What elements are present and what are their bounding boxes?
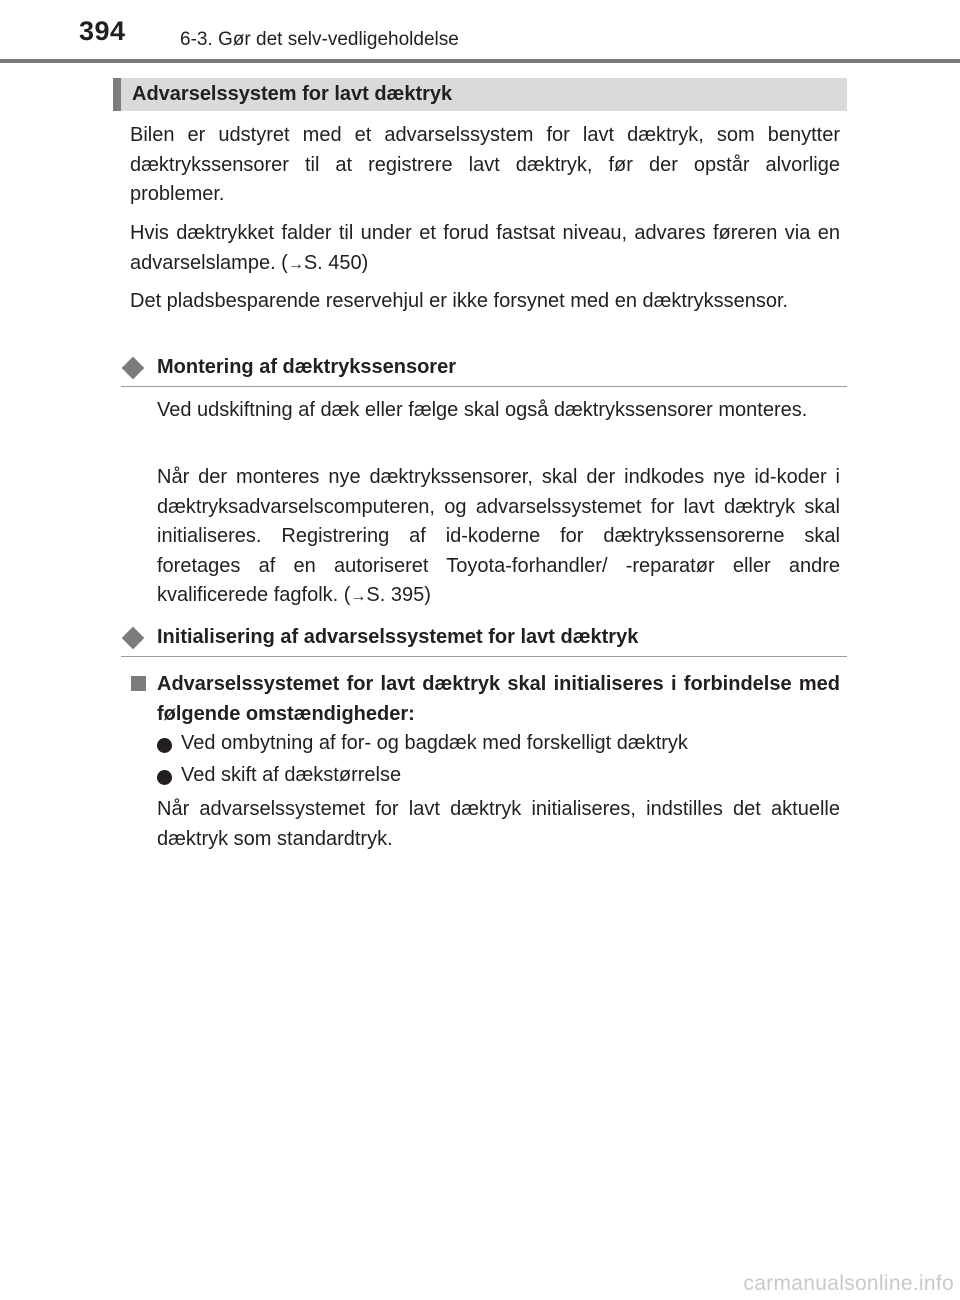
subheading-sensors <box>121 356 847 388</box>
diamond-bullet-icon <box>122 357 145 380</box>
list-item-text: Ved ombytning af for- og bagdæk med forskelligt dæktryk <box>181 732 688 754</box>
spare-wheel-paragraph: Det pladsbesparende reservehjul er ikke forsynet med en dæktrykssensor. <box>130 290 789 312</box>
subheading-initialization <box>121 626 847 658</box>
warning-paragraph <box>130 219 840 279</box>
subheading-divider <box>121 386 847 387</box>
subheading-title: Initialisering af advarselssystemet for lavt dæktryk <box>157 626 639 648</box>
diamond-bullet-icon <box>122 627 145 650</box>
reference-arrow-icon: → <box>287 255 304 273</box>
section-heading <box>113 78 847 111</box>
page-reference-link[interactable]: S. 450) <box>303 251 369 274</box>
reference-arrow-icon: → <box>350 588 367 605</box>
section-title: Advarselssystem for lavt dæktryk <box>132 83 453 105</box>
round-bullet-icon <box>157 738 172 753</box>
chapter-title: 6-3. Gør det selv-vedligeholdelse <box>180 29 459 50</box>
page-number: 394 <box>79 16 126 46</box>
subheading-title: Montering af dæktrykssensorer <box>157 356 456 378</box>
page-reference-link[interactable]: S. 395) <box>366 584 431 606</box>
round-bullet-icon <box>157 770 172 785</box>
watermark: carmanualsonline.info <box>743 1272 954 1295</box>
sensor-paragraph-2 <box>157 463 840 612</box>
list-item-text: Ved skift af dækstørrelse <box>181 764 402 786</box>
square-bullet-icon <box>131 676 146 691</box>
warning-text: Hvis dæktrykket falder til under et forud fastsat niveau, advares føreren via en advarselslampe. ( <box>130 222 840 274</box>
page-header <box>0 0 960 64</box>
initialization-heading: Advarselssystemet for lavt dæktryk skal initialiseres i forbindelse med følgende omstændigheder: <box>157 673 840 725</box>
subheading-divider <box>121 656 847 657</box>
sensor-paragraph-1: Ved udskiftning af dæk eller fælge skal også dæktrykssensorer monteres. <box>157 399 808 421</box>
header-divider <box>0 59 960 63</box>
closing-paragraph: Når advarselssystemet for lavt dæktryk initialiseres, indstilles det aktuelle dæktryk som standardtryk. <box>157 798 840 850</box>
sensor-text: Når der monteres nye dæktrykssensorer, skal der indkodes nye id-koder i dæktryksadvarselscomputeren, og advarselssystemet for lavt dæktryk skal initialiseres. Registrering af id-koderne for dæktrykssensorerne skal foretages af en autoriseret Toyota-forhandler/ -reparatør eller andre kvalificerede fagfolk. ( <box>157 466 840 606</box>
intro-paragraph: Bilen er udstyret med et advarselssystem for lavt dæktryk, som benytter dæktrykssensorer til at registrere lavt dæktryk, før der opstår alvorlige problemer. <box>130 124 840 205</box>
